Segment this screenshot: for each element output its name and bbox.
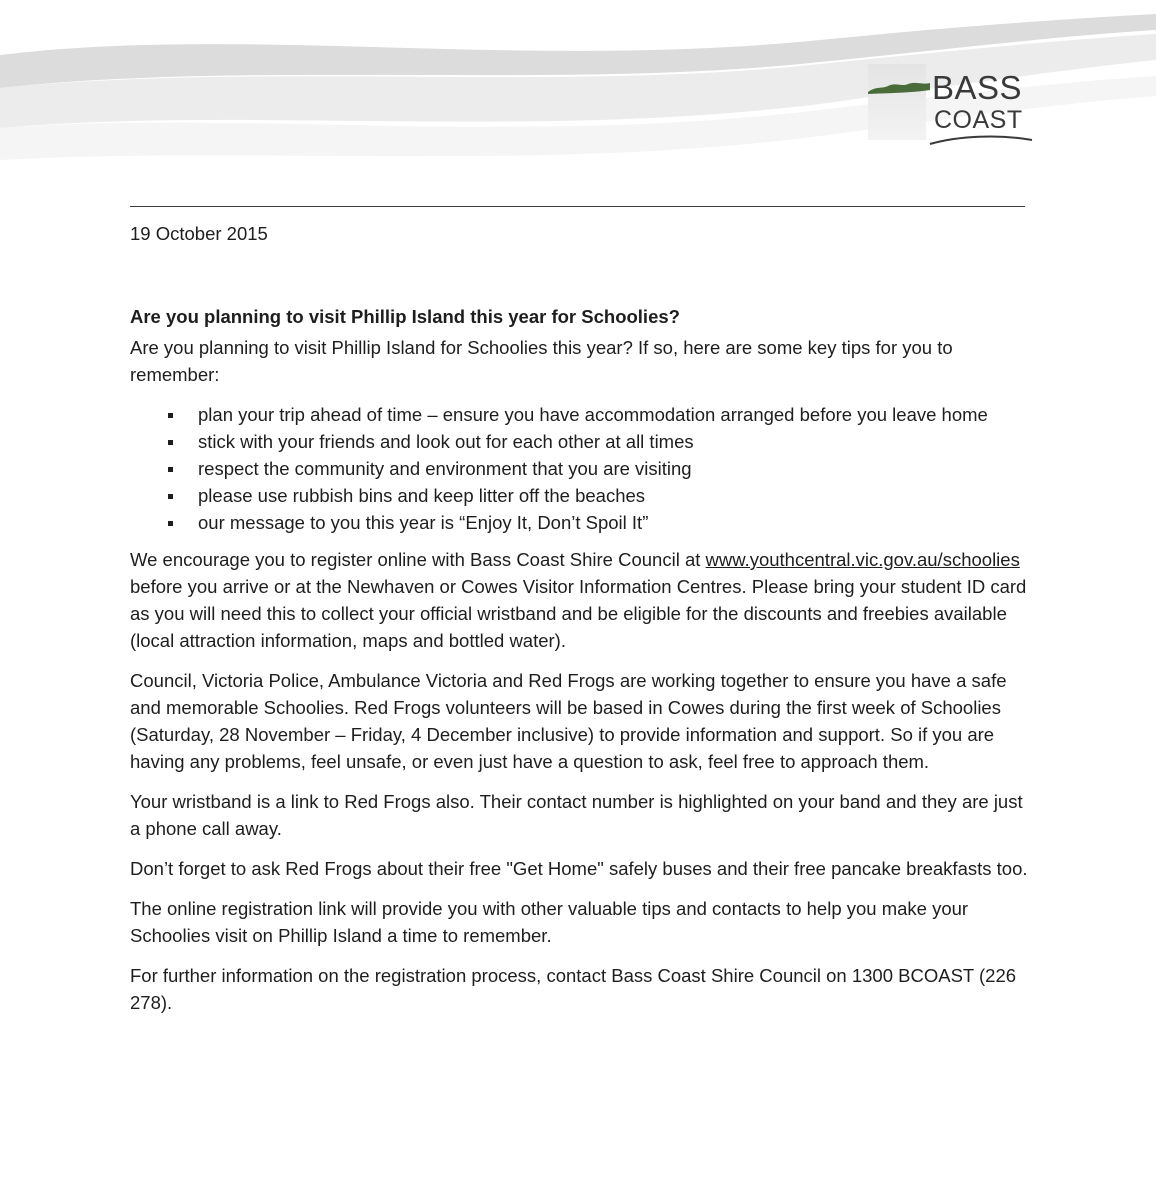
intro-paragraph: Are you planning to visit Phillip Island for Schoolies this year? If so, here are some key tips for you to remember: bbox=[130, 337, 953, 385]
youthcentral-link[interactable]: www.youthcentral.vic.gov.au/schoolies bbox=[705, 549, 1020, 570]
red-frogs-paragraph: Don’t forget to ask Red Frogs about their free "Get Home" safely buses and their free pancake breakfasts too. bbox=[130, 858, 1028, 879]
bullet-icon bbox=[168, 467, 173, 472]
bullet-icon bbox=[168, 521, 173, 526]
bass-coast-logo bbox=[868, 64, 1032, 154]
logo-text-bass: BASS bbox=[932, 69, 1023, 106]
bullet-icon bbox=[168, 494, 173, 499]
header-divider bbox=[130, 206, 1025, 207]
tip-text: plan your trip ahead of time – ensure you have accommodation arranged before you leave home bbox=[198, 404, 988, 425]
tip-text: respect the community and environment that you are visiting bbox=[198, 458, 692, 479]
letter-body bbox=[130, 220, 1030, 1029]
letter-date: 19 October 2015 bbox=[130, 223, 268, 244]
logo-square bbox=[868, 64, 926, 140]
tips-list-item bbox=[130, 455, 1030, 482]
register-text-before: We encourage you to register online with Bass Coast Shire Council at bbox=[130, 549, 706, 570]
tip-text: stick with your friends and look out for each other at all times bbox=[198, 431, 694, 452]
further-information-paragraph: For further information on the registration process, contact Bass Coast Shire Council on 1300 BCOAST (226 278). bbox=[130, 965, 1017, 1013]
online-registration-paragraph: The online registration link will provide you with other valuable tips and contacts to help you make your Schoolies visit on Phillip Island a time to remember. bbox=[130, 898, 969, 946]
tips-list-item bbox=[130, 482, 1030, 509]
logo-underline-arc bbox=[928, 130, 1034, 148]
bullet-icon bbox=[168, 440, 173, 445]
council-paragraph: Council, Victoria Police, Ambulance Victoria and Red Frogs are working together to ensure you have a safe and memorable Schoolies. Red Frogs volunteers will be based in Cowes during the first week of Schoolies (Saturday, 28 November – Friday, 4 December inclusive) to provide information and support. So if you are having any problems, feel unsafe, or even just have a question to ask, feel free to approach them. bbox=[130, 670, 1007, 772]
logo-landscape-icon bbox=[868, 80, 930, 94]
logo-text-coast: COAST bbox=[934, 106, 1023, 134]
tip-text: please use rubbish bins and keep litter off the beaches bbox=[198, 485, 646, 506]
tips-list-item bbox=[130, 428, 1030, 455]
letter-heading: Are you planning to visit Phillip Island this year for Schoolies? bbox=[130, 306, 680, 327]
bullet-icon bbox=[168, 413, 173, 418]
wristband-paragraph: Your wristband is a link to Red Frogs also. Their contact number is highlighted on your band and they are just a phone call away. bbox=[130, 791, 1023, 839]
register-paragraph bbox=[130, 546, 1030, 654]
tip-text: our message to you this year is “Enjoy It, Don’t Spoil It” bbox=[198, 512, 649, 533]
tips-list-item bbox=[130, 509, 1030, 536]
tips-list bbox=[130, 401, 1030, 536]
register-text-after: before you arrive or at the Newhaven or Cowes Visitor Information Centres. Please bring your student ID card as you will need this to collect your official wristband and be eligible for the discounts and freebies available (local attraction information, maps and bottled water). bbox=[130, 576, 1027, 651]
tips-list-item bbox=[130, 401, 1030, 428]
